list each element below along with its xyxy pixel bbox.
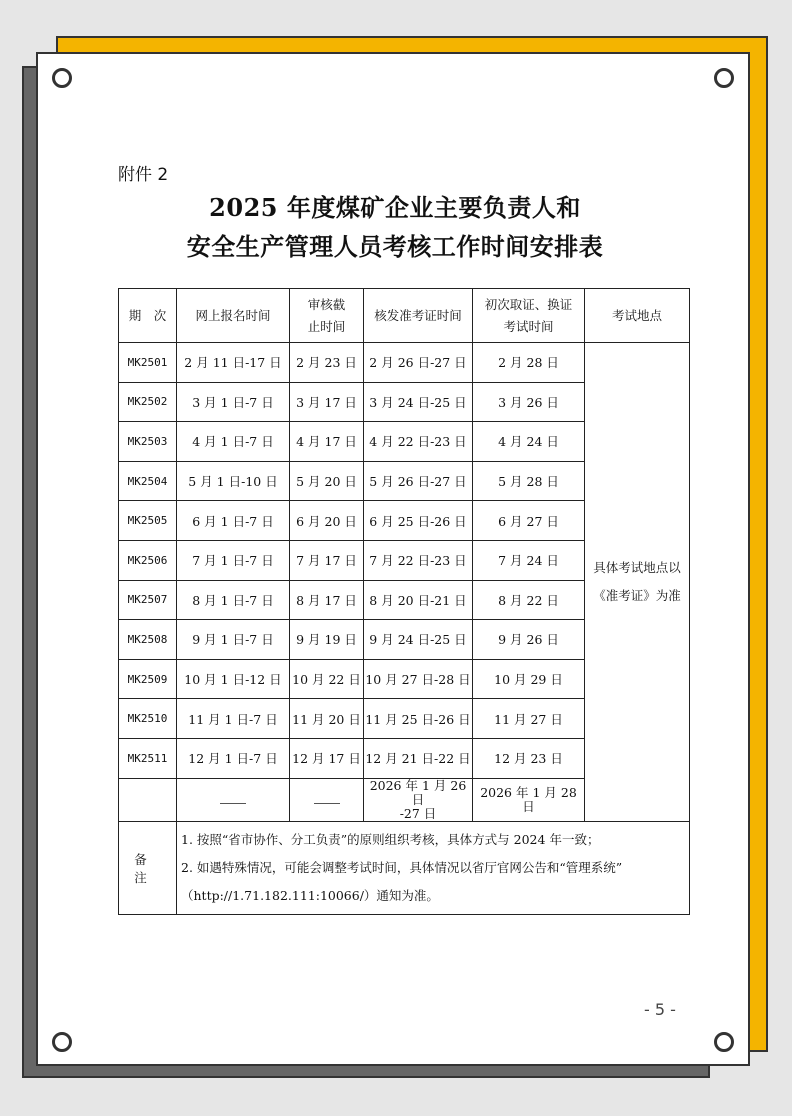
attachment-label: 附件 2 [118,165,169,185]
header-review-deadline [290,289,364,343]
cell-exam-time: 2026 年 1 月 28 日 [473,778,585,821]
cell-review-deadline: 12 月 17 日 [290,738,364,778]
cell-review-deadline: 6 月 20 日 [290,501,364,541]
cell-review-deadline: 7 月 17 日 [290,540,364,580]
cell-period: MK2506 [119,540,177,580]
cell-admission-ticket: 2 月 26 日-27 日 [364,343,473,383]
cell-exam-time: 5 月 28 日 [473,461,585,501]
binder-ring-icon [714,68,734,88]
header-review-deadline-line1: 审核截 [307,296,346,312]
cell-admission-ticket: 11 月 25 日-26 日 [364,699,473,739]
cell-period-empty [119,778,177,821]
page-title-line1: 2025 年度煤矿企业主要负责人和 [209,193,581,222]
cell-exam-time: 2 月 28 日 [473,343,585,383]
binder-ring-icon [714,1032,734,1052]
cell-period: MK2510 [119,699,177,739]
cell-period: MK2501 [119,343,177,383]
cell-period: MK2502 [119,382,177,422]
cell-exam-time: 3 月 26 日 [473,382,585,422]
schedule-table [118,288,690,915]
cell-registration: 4 月 1 日-7 日 [177,422,290,462]
cell-period: MK2504 [119,461,177,501]
cell-admission-ticket: 12 月 21 日-22 日 [364,738,473,778]
binder-ring-icon [52,1032,72,1052]
cell-review-deadline: 9 月 19 日 [290,620,364,660]
admission-ticket-line1: 2026 年 1 月 26 日 [369,777,467,807]
cell-review-deadline: 4 月 17 日 [290,422,364,462]
cell-review-deadline: 5 月 20 日 [290,461,364,501]
note-item: 2. 如遇特殊情况，可能会调整考试时间，具体情况以省厅官网公告和“管理系统” [181,859,623,875]
cell-review-deadline: 2 月 23 日 [290,343,364,383]
header-exam-time [473,289,585,343]
cell-registration: 10 月 1 日-12 日 [177,659,290,699]
header-registration: 网上报名时间 [177,289,290,343]
cell-registration: 11 月 1 日-7 日 [177,699,290,739]
cell-admission-ticket: 3 月 24 日-25 日 [364,382,473,422]
cell-period: MK2511 [119,738,177,778]
notes-label: 备 注 [119,821,177,914]
cell-registration-dash [177,778,290,821]
cell-review-deadline: 10 月 22 日 [290,659,364,699]
cell-period: MK2508 [119,620,177,660]
page-title-line2: 安全生产管理人员考核工作时间安排表 [186,232,604,261]
cell-registration: 7 月 1 日-7 日 [177,540,290,580]
cell-registration: 5 月 1 日-10 日 [177,461,290,501]
dash-icon [314,803,340,804]
notes-content [177,821,690,914]
cell-exam-time: 4 月 24 日 [473,422,585,462]
notes-row [119,821,690,914]
dash-icon [220,803,246,804]
header-location: 考试地点 [585,289,690,343]
cell-registration: 12 月 1 日-7 日 [177,738,290,778]
cell-admission-ticket: 6 月 25 日-26 日 [364,501,473,541]
cell-exam-time: 12 月 23 日 [473,738,585,778]
header-exam-time-line1: 初次取证、换证 [484,296,573,312]
header-exam-time-line2: 考试时间 [503,318,554,334]
cell-admission-ticket: 5 月 26 日-27 日 [364,461,473,501]
cell-registration: 9 月 1 日-7 日 [177,620,290,660]
location-line2: 《准考证》为准 [593,587,681,603]
cell-period: MK2503 [119,422,177,462]
document-page [36,52,750,1066]
admission-ticket-line2: -27 日 [399,805,437,821]
cell-exam-time: 6 月 27 日 [473,501,585,541]
cell-admission-ticket: 8 月 20 日-21 日 [364,580,473,620]
cell-admission-ticket: 7 月 22 日-23 日 [364,540,473,580]
cell-review-deadline: 8 月 17 日 [290,580,364,620]
cell-review-deadline: 11 月 20 日 [290,699,364,739]
cell-admission-ticket: 4 月 22 日-23 日 [364,422,473,462]
cell-period: MK2509 [119,659,177,699]
cell-period: MK2505 [119,501,177,541]
cell-registration: 8 月 1 日-7 日 [177,580,290,620]
cell-review-deadline-dash [290,778,364,821]
table-header-row [119,289,690,343]
cell-exam-time: 10 月 29 日 [473,659,585,699]
cell-period: MK2507 [119,580,177,620]
location-line1: 具体考试地点以 [593,559,681,575]
binder-ring-icon [52,68,72,88]
page-number: - 5 - [644,1000,676,1019]
cell-registration: 6 月 1 日-7 日 [177,501,290,541]
cell-admission-ticket [364,778,473,821]
header-review-deadline-line2: 止时间 [307,318,346,334]
note-item: （http://1.71.182.111:10066/）通知为准。 [181,887,439,903]
cell-registration: 2 月 11 日-17 日 [177,343,290,383]
note-item: 1. 按照“省市协作、分工负责”的原则组织考核，具体方式与 2024 年一致； [181,831,600,847]
cell-admission-ticket: 9 月 24 日-25 日 [364,620,473,660]
table-row [119,343,690,383]
header-period: 期 次 [119,289,177,343]
header-admission-ticket: 核发准考证时间 [364,289,473,343]
cell-exam-location [585,343,690,822]
cell-exam-time: 8 月 22 日 [473,580,585,620]
cell-review-deadline: 3 月 17 日 [290,382,364,422]
cell-exam-time: 11 月 27 日 [473,699,585,739]
cell-admission-ticket: 10 月 27 日-28 日 [364,659,473,699]
cell-exam-time: 9 月 26 日 [473,620,585,660]
cell-exam-time: 7 月 24 日 [473,540,585,580]
cell-registration: 3 月 1 日-7 日 [177,382,290,422]
